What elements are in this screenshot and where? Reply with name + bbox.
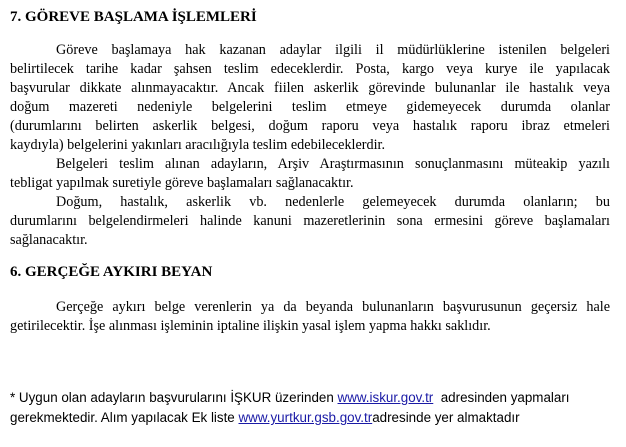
- section-7-line: belirtilecek tarihe kadar şahsen teslim edeceklerdir. Posta, kargo veya kurye ile yapılacak: [10, 61, 610, 77]
- section-7-line: Göreve başlamaya hak kazanan adaylar ilgili il müdürlüklerine istenilen belgeleri: [56, 42, 610, 58]
- section-7-line: kaydıyla) belgelerini yakınları aracılığıyla teslim edebileceklerdir.: [10, 137, 386, 153]
- footnote-text: gerekmektedir. Alım yapılacak Ek liste: [10, 410, 235, 425]
- section-6-line: getirilecektir. İşe alınması işleminin iptaline ilişkin yasal işlem yapma hakkı saklıdır.: [10, 318, 491, 334]
- section-7-line: Belgeleri teslim alınan adayların, Arşiv Araştırmasının sonuçlanmasını müteakip yazılı: [56, 156, 610, 172]
- section-7-line: sağlanacaktır.: [10, 232, 88, 248]
- footnote-text: adresinde yer almaktadır: [372, 410, 520, 425]
- iskur-link[interactable]: www.iskur.gov.tr: [337, 390, 434, 405]
- footnote-line-1: [10, 389, 610, 407]
- section-7-line: Doğum, hastalık, askerlik vb. nedenlerle gelemeyecek durumda olanların; bu: [56, 194, 610, 210]
- footnote-text: * Uygun olan adayların başvurularını İŞKUR üzerinden: [10, 390, 334, 405]
- section-7-line: durumlarını belgelendirmeleri halinde kanuni mazeretlerinin sona ermesini göreve başlamaları: [10, 213, 610, 229]
- section-7-line: tebligat yapılmak suretiyle göreve başlamaları sağlanacaktır.: [10, 175, 354, 191]
- section-7-line: doğum mazereti nedeniyle belgelerini teslim etmeye gidemeyecek durumda olanlar: [10, 99, 610, 115]
- section-7-heading: 7. GÖREVE BAŞLAMA İŞLEMLERİ: [10, 9, 257, 25]
- section-6-line: Gerçeğe aykırı belge verenlerin ya da beyanda bulunanların başvurusunun geçersiz hale: [56, 299, 610, 315]
- footnote-line-2: [10, 409, 610, 427]
- section-6-heading: 6. GERÇEĞE AYKIRI BEYAN: [10, 264, 213, 280]
- yurtkur-link[interactable]: www.yurtkur.gsb.gov.tr: [238, 410, 373, 425]
- section-7-line: başvurular dikkate alınmayacaktır. Ancak fiilen askerlik görevinde bulunanlar ile hastalık veya: [10, 80, 610, 96]
- footnote-text: adresinden yapmaları: [440, 390, 570, 405]
- section-7-line: (durumlarını belirten askerlik belgesi, doğum raporu veya hastalık raporu ibraz etmeleri: [10, 118, 610, 134]
